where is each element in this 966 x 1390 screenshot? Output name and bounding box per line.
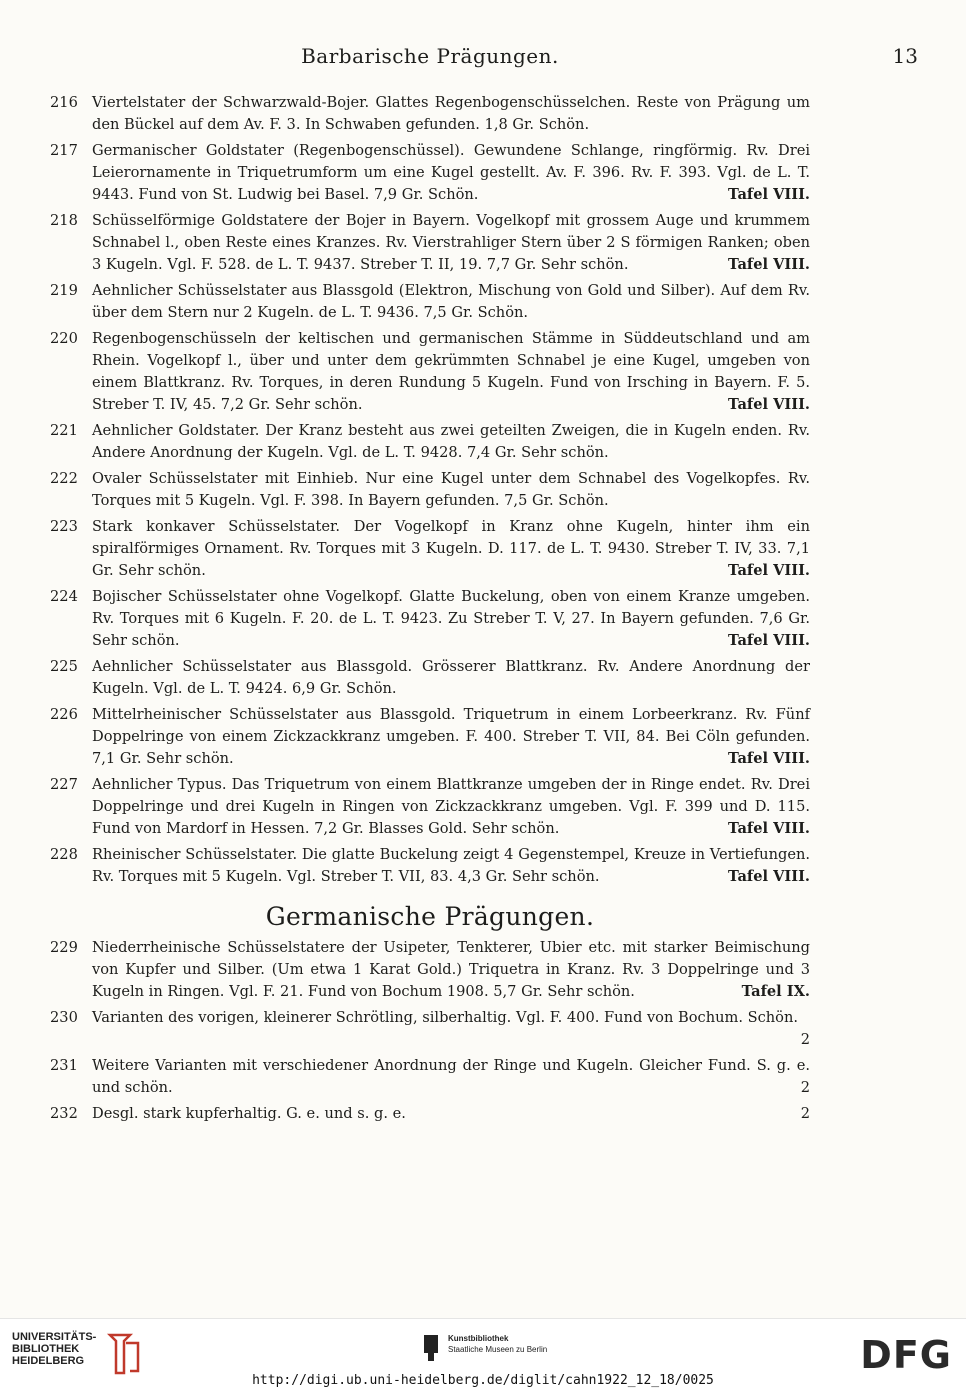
entry-body — [92, 280, 810, 324]
entry-number: 220 — [50, 330, 78, 347]
item-count: 2 — [800, 1031, 810, 1048]
entry-body — [92, 516, 810, 582]
page-number: 13 — [892, 44, 918, 68]
catalog-entry — [50, 844, 810, 888]
plate-reference: Tafel VIII. — [728, 396, 810, 413]
entry-number: 218 — [50, 212, 78, 229]
plate-reference: Tafel VIII. — [728, 562, 810, 579]
entry-number: 219 — [50, 282, 78, 299]
entry-body — [92, 1103, 810, 1125]
catalog-entry — [50, 1103, 810, 1125]
entry-body — [92, 140, 810, 206]
catalog-entries — [50, 92, 810, 1129]
catalog-entry — [50, 468, 810, 512]
entry-text: Varianten des vorigen, kleinerer Schrötling, silberhaltig. Vgl. F. 400. Fund von Bochum. Schön. — [92, 1009, 798, 1026]
entry-number: 217 — [50, 142, 78, 159]
ub-emblem-icon — [100, 1331, 144, 1377]
kb-line2: Staatliche Museen zu Berlin — [448, 1345, 548, 1354]
catalog-entry — [50, 774, 810, 840]
kb-line1: Kunstbibliothek — [448, 1334, 509, 1343]
footer-bar — [0, 1318, 966, 1390]
entry-text: Weitere Varianten mit verschiedener Anordnung der Ringe und Kugeln. Gleicher Fund. S. g. e. und schön. — [92, 1057, 810, 1096]
entry-body — [92, 704, 810, 770]
catalog-entry — [50, 1007, 810, 1051]
entry-text: Aehnlicher Typus. Das Triquetrum von einem Blattkranze umgeben der in Ringe endet. Rv. Drei Doppelringe und drei Kugeln in Ringen von Zickzackkranz umgeben. Vgl. F. 399 und D. 115. Fund von Mardorf in Hessen. 7,2 Gr. Blasses Gold. Sehr schön. — [92, 776, 810, 837]
plate-reference: Tafel IX. — [741, 983, 810, 1000]
entry-number: 216 — [50, 94, 78, 111]
entry-text: Rheinischer Schüsselstater. Die glatte Buckelung zeigt 4 Gegenstempel, Kreuze in Vertiefungen. Rv. Torques mit 5 Kugeln. Vgl. Streber T. VII, 83. 4,3 Gr. Sehr schön. — [92, 846, 810, 885]
page-header — [52, 44, 918, 74]
entry-text: Bojischer Schüsselstater ohne Vogelkopf. Glatte Buckelung, oben von einem Kranze umgeben. Rv. Torques mit 6 Kugeln. F. 20. de L. T. 9423. Zu Streber T. V, 27. In Bayern gefunden. 7,6 Gr. Sehr schön. — [92, 588, 810, 649]
dfg-logo[interactable]: DFG — [860, 1333, 952, 1377]
entry-number: 229 — [50, 939, 78, 956]
catalog-entry — [50, 656, 810, 700]
entry-body — [92, 937, 810, 1003]
entry-body — [92, 844, 810, 888]
item-count: 2 — [800, 1105, 810, 1122]
plate-reference: Tafel VIII. — [728, 868, 810, 885]
entry-body — [92, 92, 810, 136]
entry-text: Niederrheinische Schüsselstatere der Usipeter, Tenkterer, Ubier etc. mit starker Beimischung von Kupfer und Silber. (Um etwa 1 Karat Gold.) Triquetra in Kranz. Rv. 3 Doppelringe und 3 Kugeln in Ringen. Vgl. F. 21. Fund von Bochum 1908. 5,7 Gr. Sehr schön. — [92, 939, 810, 1000]
catalog-entry — [50, 586, 810, 652]
catalog-entry — [50, 280, 810, 324]
entry-number: 230 — [50, 1009, 78, 1026]
plate-reference: Tafel VIII. — [728, 256, 810, 273]
running-title: Barbarische Prägungen. — [301, 44, 559, 68]
entry-body — [92, 1055, 810, 1099]
kunstbibliothek-icon — [422, 1333, 442, 1363]
entry-number: 227 — [50, 776, 78, 793]
entry-text: Stark konkaver Schüsselstater. Der Vogelkopf in Kranz ohne Kugeln, hinter ihm ein spiralförmiges Ornament. Rv. Torques mit 3 Kugeln. D. 117. de L. T. 9430. Streber T. IV, 33. 7,1 Gr. Sehr schön. — [92, 518, 810, 579]
entry-text: Aehnlicher Schüsselstater aus Blassgold. Grösserer Blattkranz. Rv. Andere Anordnung der Kugeln. Vgl. de L. T. 9424. 6,9 Gr. Schön. — [92, 658, 810, 697]
catalog-entry — [50, 937, 810, 1003]
entry-body — [92, 328, 810, 416]
entry-body — [92, 468, 810, 512]
catalog-entry — [50, 140, 810, 206]
catalog-entry — [50, 420, 810, 464]
plate-reference: Tafel VIII. — [728, 750, 810, 767]
catalog-entry — [50, 516, 810, 582]
item-count: 2 — [800, 1079, 810, 1096]
entry-text: Ovaler Schüsselstater mit Einhieb. Nur eine Kugel unter dem Schnabel des Vogelkopfes. Rv. Torques mit 5 Kugeln. Vgl. F. 398. In Bayern gefunden. 7,5 Gr. Schön. — [92, 470, 810, 509]
catalog-entry — [50, 1055, 810, 1099]
entry-text: Viertelstater der Schwarzwald-Bojer. Glattes Regenbogenschüsselchen. Reste von Prägung um den Bückel auf dem Av. F. 3. In Schwaben gefunden. 1,8 Gr. Schön. — [92, 94, 810, 133]
entry-text: Desgl. stark kupferhaltig. G. e. und s. g. e. — [92, 1105, 406, 1122]
ub-line3: HEIDELBERG — [12, 1355, 85, 1367]
catalog-entry — [50, 210, 810, 276]
entry-number: 231 — [50, 1057, 78, 1074]
catalog-entry — [50, 704, 810, 770]
entry-body — [92, 656, 810, 700]
entry-number: 223 — [50, 518, 78, 535]
entry-number: 221 — [50, 422, 78, 439]
entry-number: 224 — [50, 588, 78, 605]
entry-number: 226 — [50, 706, 78, 723]
catalog-entry — [50, 92, 810, 136]
ub-line1: UNIVERSITÄTS- — [12, 1331, 97, 1343]
catalog-entry — [50, 328, 810, 416]
ub-line2: BIBLIOTHEK — [12, 1343, 80, 1355]
section-heading: Germanische Prägungen. — [265, 902, 595, 931]
entry-text: Schüsselförmige Goldstatere der Bojer in Bayern. Vogelkopf mit grossem Auge und krummem Schnabel l., oben Reste eines Kranzes. Rv. Vierstrahliger Stern über 2 S förmigen Ranken; oben 3 Kugeln. Vgl. F. 528. de L. T. 9437. Streber T. II, 19. 7,7 Gr. Sehr schön. — [92, 212, 810, 273]
entry-number: 232 — [50, 1105, 78, 1122]
entry-body — [92, 210, 810, 276]
entry-body — [92, 420, 810, 464]
plate-reference: Tafel VIII. — [728, 186, 810, 203]
entry-body — [92, 774, 810, 840]
entry-text: Regenbogenschüsseln der keltischen und germanischen Stämme in Süddeutschland und am Rhein. Vogelkopf l., über und unter dem gekrümmten Schnabel je eine Kugel, umgeben von einem Blattkranz. Rv. Torques, in deren Rundung 5 Kugeln. Fund von Irsching in Bayern. F. 5. Streber T. IV, 45. 7,2 Gr. Sehr schön. — [92, 330, 810, 413]
entry-body — [92, 1007, 810, 1048]
entry-number: 228 — [50, 846, 78, 863]
entry-text: Aehnlicher Schüsselstater aus Blassgold (Elektron, Mischung von Gold und Silber). Auf dem Rv. über dem Stern nur 2 Kugeln. de L. T. 9436. 7,5 Gr. Schön. — [92, 282, 810, 321]
entry-text: Mittelrheinischer Schüsselstater aus Blassgold. Triquetrum in einem Lorbeerkranz. Rv. Fünf Doppelringe von einem Zickzackkranz umgeben. F. 400. Streber T. VII, 84. Bei Cöln gefunden. 7,1 Gr. Sehr schön. — [92, 706, 810, 767]
entry-number: 225 — [50, 658, 78, 675]
entry-text: Aehnlicher Goldstater. Der Kranz besteht aus zwei geteilten Zweigen, die in Kugeln enden. Rv. Andere Anordnung der Kugeln. Vgl. de L. T. 9428. 7,4 Gr. Sehr schön. — [92, 422, 810, 461]
entry-body — [92, 586, 810, 652]
entry-text: Germanischer Goldstater (Regenbogenschüssel). Gewundene Schlange, ringförmig. Rv. Drei Leierornamente in Triquetrumform um eine Kugel gestellt. Av. F. 396. Rv. F. 393. Vgl. de L. T. 9443. Fund von St. Ludwig bei Basel. 7,9 Gr. Schön. — [92, 142, 810, 203]
permalink-url[interactable]: http://digi.ub.uni-heidelberg.de/diglit/cahn1922_12_18/0025 — [252, 1373, 714, 1388]
plate-reference: Tafel VIII. — [728, 632, 810, 649]
plate-reference: Tafel VIII. — [728, 820, 810, 837]
entry-number: 222 — [50, 470, 78, 487]
